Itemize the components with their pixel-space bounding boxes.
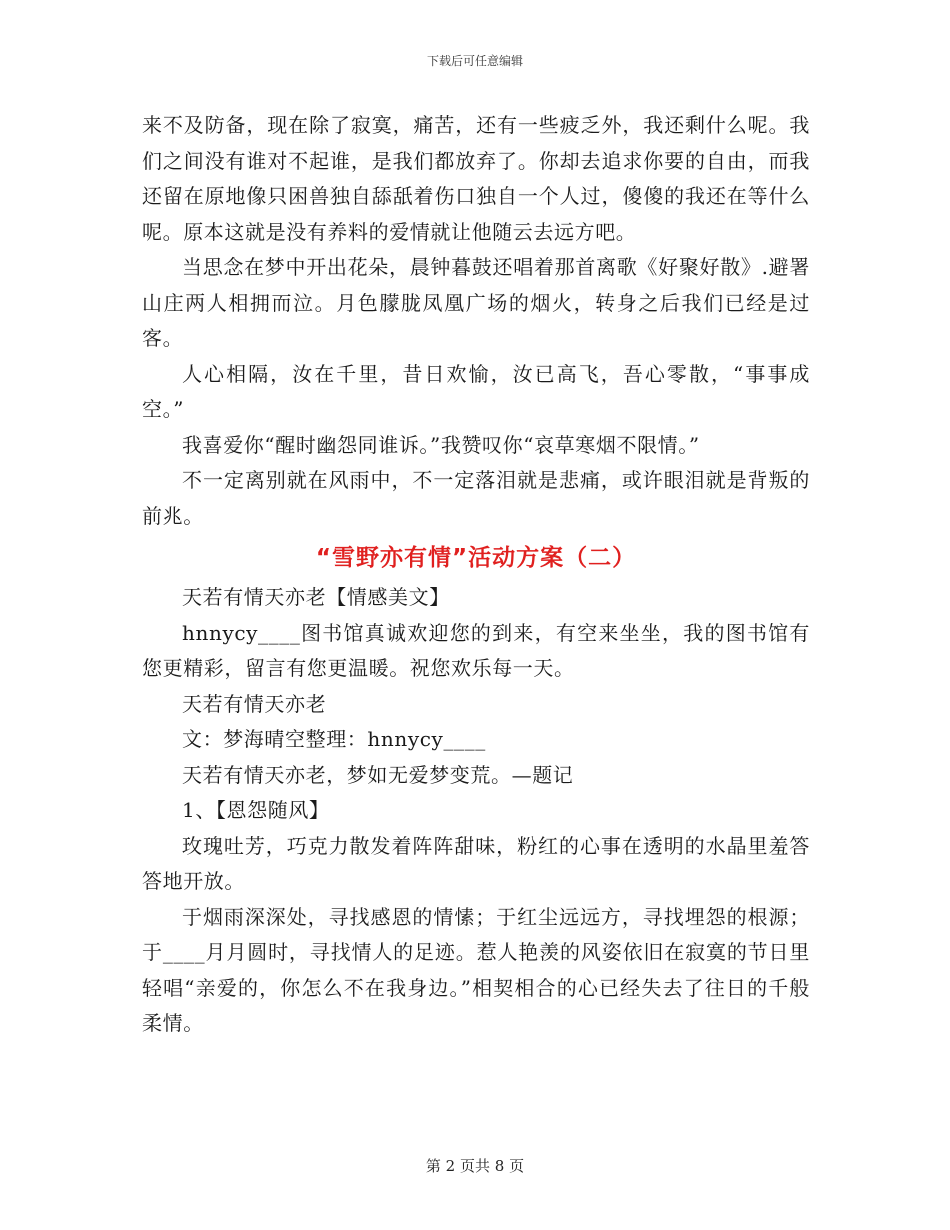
section-title: “雪野亦有情”活动方案（二）: [315, 545, 637, 571]
paragraph: 人心相隔，汝在千里，昔日欢愉，汝已高飞，吾心零散，“事事成空。”: [142, 361, 810, 421]
paragraph: 玫瑰吐芳，巧克力散发着阵阵甜味，粉红的心事在透明的水晶里羞答答地开放。: [142, 833, 810, 893]
page-header: 下载后可任意编辑: [426, 54, 523, 68]
paragraph: 当思念在梦中开出花朵，晨钟暮鼓还唱着那首离歌《好聚好散》.避署山庄两人相拥而泣。月色朦胧凤凰广场的烟火，转身之后我们已经是过客。: [142, 255, 810, 350]
paragraph: 不一定离别就在风雨中，不一定落泪就是悲痛，或许眼泪就是背叛的前兆。: [142, 468, 810, 528]
paragraph: 文：梦海晴空整理：hnnycy____: [182, 727, 486, 751]
paragraph: 我喜爱你“醒时幽怨同谁诉。”我赞叹你“哀草寒烟不限情。”: [182, 432, 700, 457]
paragraph: 1、【恩怨随风】: [182, 798, 330, 822]
paragraph: 来不及防备，现在除了寂寞，痛苦，还有一些疲乏外，我还剩什么呢。我们之间没有谁对不起谁，是我们都放弃了。你却去追求你要的自由，而我还留在原地像只困兽独自舔舐着伤口独自一个人过，傻傻的我还在等什么呢。原本这就是没有养料的爱情就让他随云去远方吧。: [142, 113, 810, 244]
page-footer: 第 2 页共 8 页: [425, 1157, 525, 1175]
document-body: [142, 108, 810, 1042]
paragraph: 天若有情天亦老，梦如无爱梦变荒。—题记: [182, 762, 574, 787]
paragraph: hnnycy____图书馆真诚欢迎您的到来，有空来坐坐，我的图书馆有您更精彩，留言有您更温暖。祝您欢乐每一天。: [142, 620, 810, 680]
paragraph: 天若有情天亦老【情感美文】: [182, 585, 450, 609]
paragraph: 于烟雨深深处，寻找感恩的情愫；于红尘远远方，寻找埋怨的根源；于____月月圆时，寻找情人的足迹。惹人艳羡的风姿依旧在寂寞的节日里轻唱“亲爱的，你怎么不在我身边。”相契相合的心已经失去了往日的千般柔情。: [142, 904, 810, 1035]
paragraph: 天若有情天亦老: [182, 691, 327, 716]
